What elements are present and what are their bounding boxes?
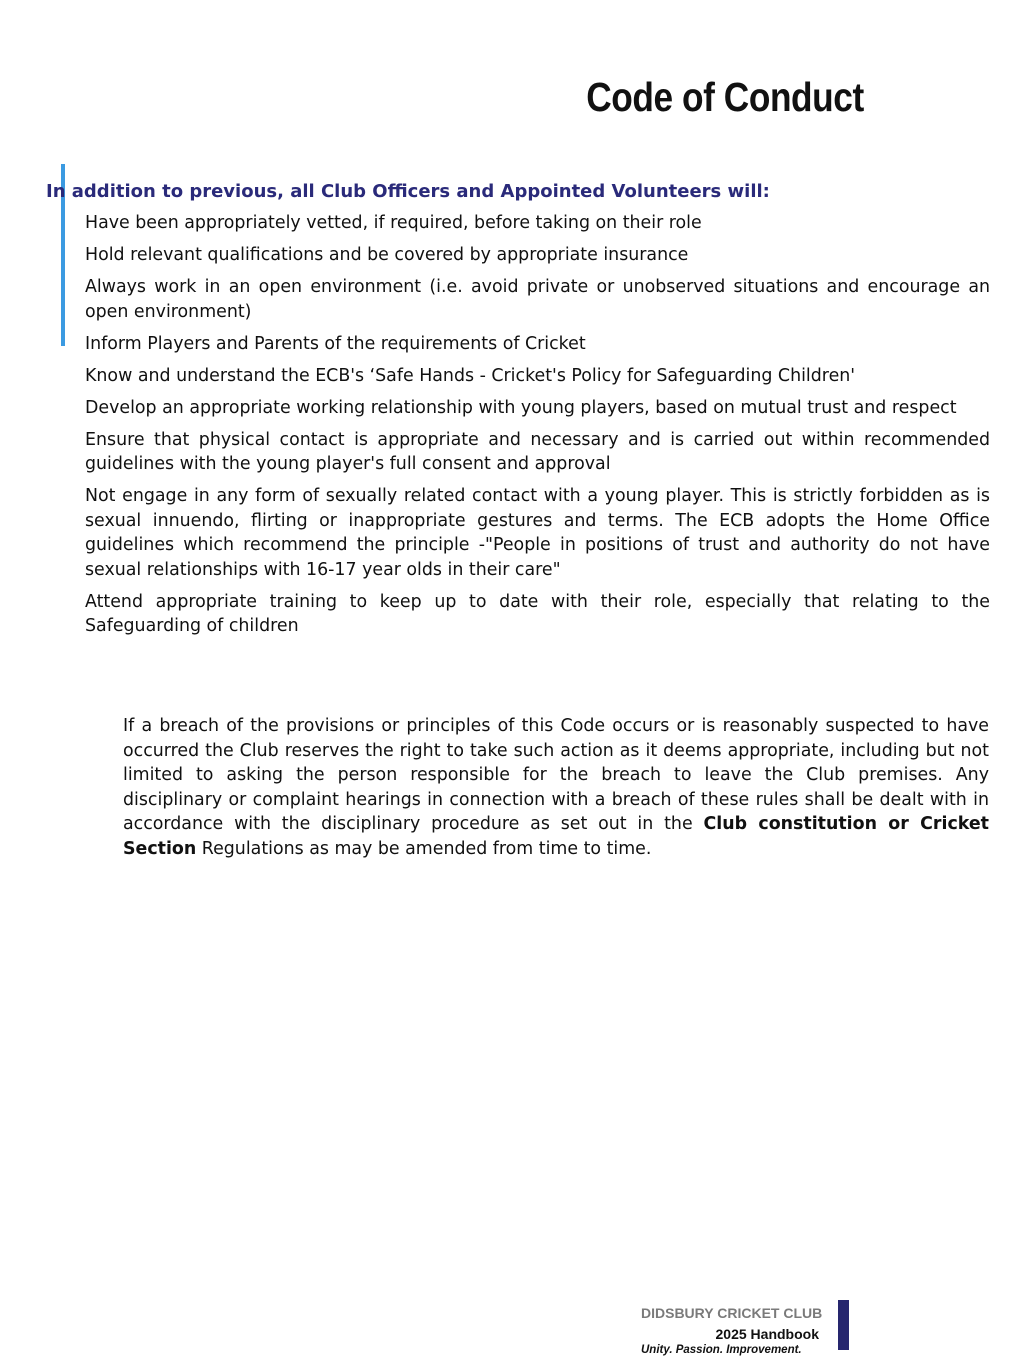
list-item: Hold relevant qualifications and be covered by appropriate insurance (85, 244, 689, 265)
page-title: Code of Conduct (586, 74, 864, 120)
breach-text-end: Regulations as may be amended from time to time. (196, 838, 652, 859)
footer-club-name: DIDSBURY CRICKET CLUB (641, 1305, 823, 1321)
breach-text-start: If a breach of the provisions or principles of this Code occurs or is reasonably suspected to have occurred the Club reserves the right to take such action as it deems appropriate, including but not limited to asking the person responsible for the breach to leave the Club premises. Any disciplinary or complaint hearings in connection with a breach of these rules shall be dealt with in accordance with the disciplinary procedure as set out in the (123, 716, 989, 835)
section-heading: In addition to previous, all Club Officers and Appointed Volunteers will: (46, 181, 770, 202)
footer-handbook: 2025 Handbook (715, 1326, 819, 1342)
breach-bold-reference: Club constitution or Cricket Section (123, 814, 989, 859)
breach-paragraph (123, 714, 989, 862)
list-item: Know and understand the ECB's ‘Safe Hands - Cricket's Policy for Safeguarding Children' (85, 365, 856, 386)
list-item: Develop an appropriate working relationship with young players, based on mutual trust and respect (85, 397, 957, 418)
duties-list (85, 211, 990, 646)
list-item: Attend appropriate training to keep up to date with their role, especially that relating to the Safeguarding of children (85, 591, 990, 637)
list-item: Have been appropriately vetted, if required, before taking on their role (85, 213, 702, 233)
list-item: Inform Players and Parents of the requirements of Cricket (85, 333, 586, 354)
footer-bar (838, 1300, 849, 1350)
list-item: Not engage in any form of sexually related contact with a young player. This is strictly forbidden as is sexual innuendo, flirting or inappropriate gestures and terms. The ECB adopts the Home Office guidelines which recommend the principle -"People in positions of trust and authority do not have sexual relationships with 16-17 year olds in their care" (85, 486, 990, 580)
footer-tagline: Unity. Passion. Improvement. (641, 1344, 802, 1356)
list-item: Always work in an open environment (i.e. avoid private or unobserved situations and encourage an open environment) (85, 276, 990, 322)
list-item: Ensure that physical contact is appropriate and necessary and is carried out within recommended guidelines with the young player's full consent and approval (85, 429, 990, 475)
